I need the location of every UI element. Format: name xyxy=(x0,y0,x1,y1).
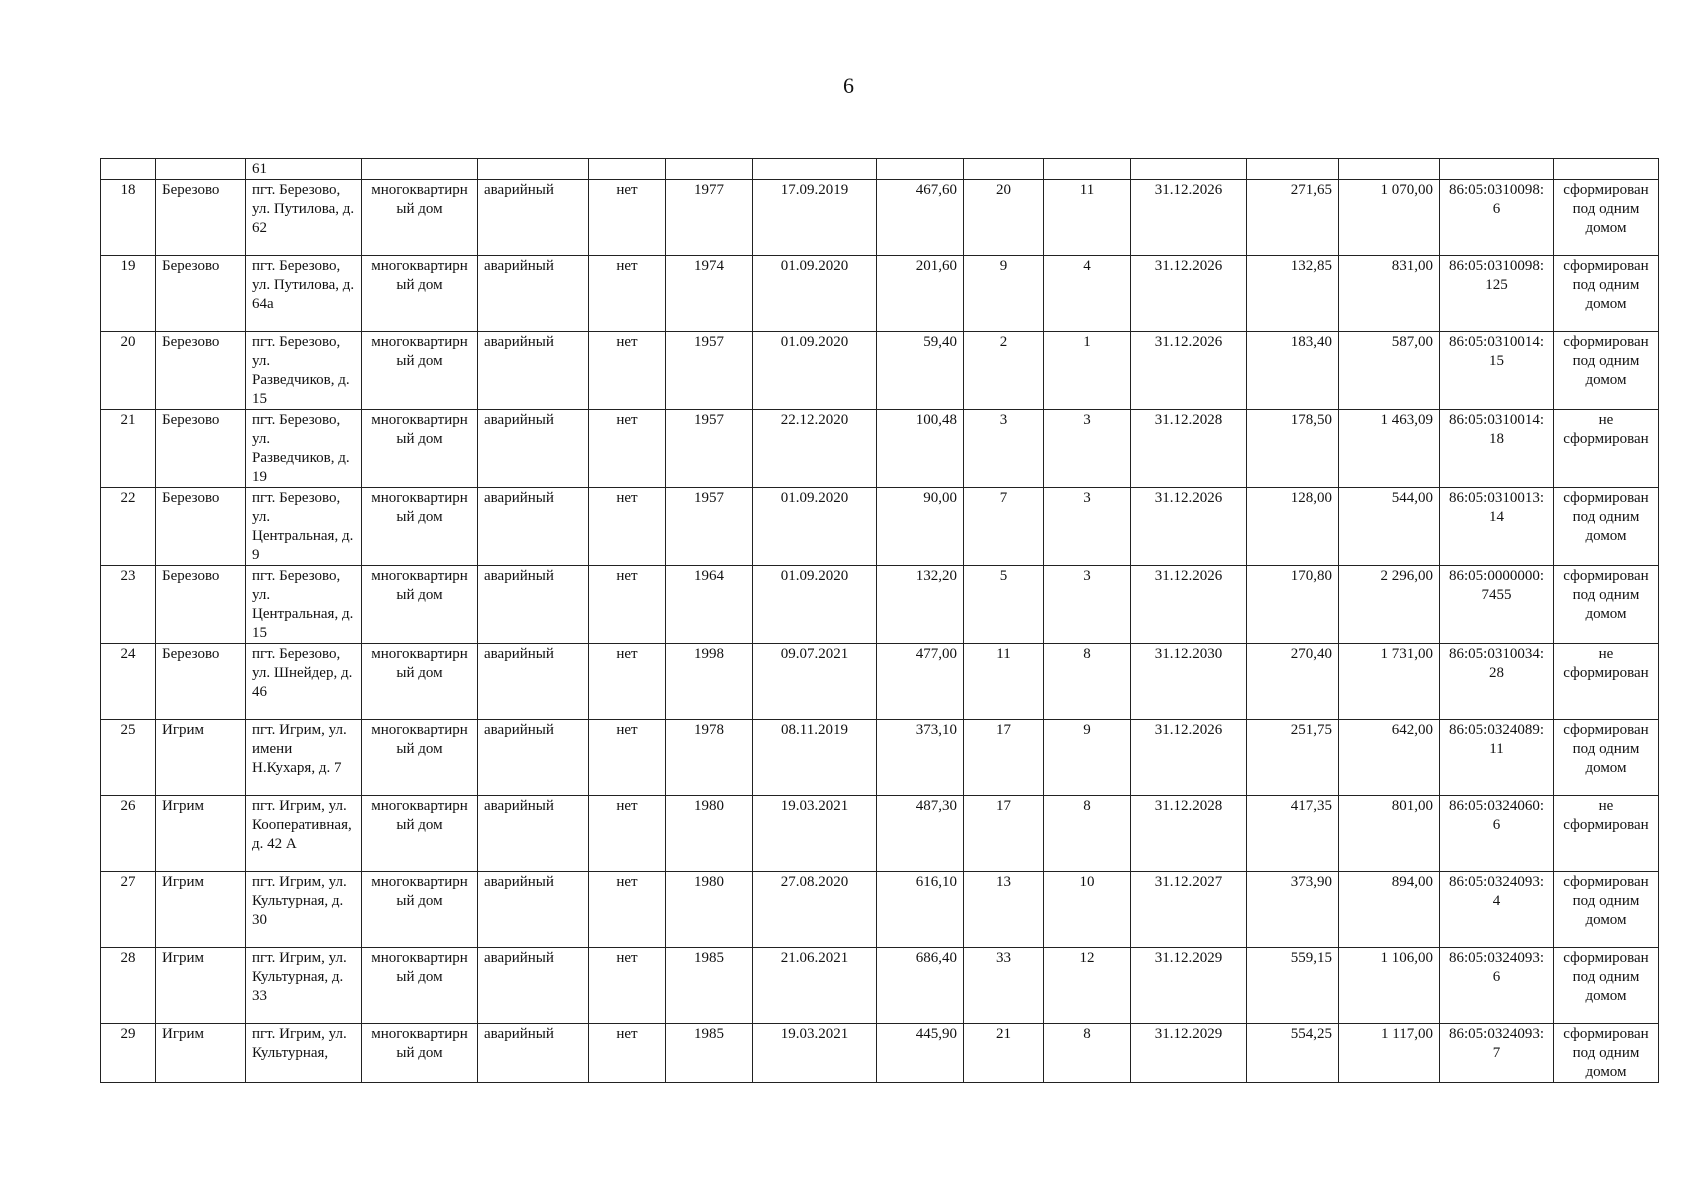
cell-year: 1985 xyxy=(666,948,753,1024)
cell-building-type: многоквартирный дом xyxy=(362,872,478,948)
cell-area: 59,40 xyxy=(877,332,964,410)
cell-residents: 20 xyxy=(964,180,1044,256)
cell-cadastral-number: 86:05:0324089:11 xyxy=(1440,720,1554,796)
cell-empty xyxy=(753,159,877,180)
cell-row-number: 20 xyxy=(101,332,156,410)
cell-year: 1974 xyxy=(666,256,753,332)
cell-residents: 33 xyxy=(964,948,1044,1024)
table-row xyxy=(101,948,1659,1024)
cell-building-type: многоквартирный дом xyxy=(362,332,478,410)
table-row xyxy=(101,180,1659,256)
cell-residents: 17 xyxy=(964,796,1044,872)
cell-date: 22.12.2020 xyxy=(753,410,877,488)
cell-deadline: 31.12.2028 xyxy=(1131,796,1247,872)
cell-plot-status: не сформирован xyxy=(1554,644,1659,720)
cell-row-number: 21 xyxy=(101,410,156,488)
cell-condition: аварийный xyxy=(478,796,589,872)
cell-residents: 17 xyxy=(964,720,1044,796)
cell-condition: аварийный xyxy=(478,872,589,948)
cell-units: 9 xyxy=(1044,720,1131,796)
cell-area-2: 559,15 xyxy=(1247,948,1339,1024)
cell-condition: аварийный xyxy=(478,410,589,488)
cell-plot-status: сформирован под одним домом xyxy=(1554,566,1659,644)
cell-residents: 5 xyxy=(964,566,1044,644)
cell-area-2: 128,00 xyxy=(1247,488,1339,566)
cell-area-2: 251,75 xyxy=(1247,720,1339,796)
cell-area: 616,10 xyxy=(877,872,964,948)
cell-date: 01.09.2020 xyxy=(753,256,877,332)
cell-building-type: многоквартирный дом xyxy=(362,644,478,720)
cell-units: 8 xyxy=(1044,796,1131,872)
cell-year: 1980 xyxy=(666,872,753,948)
cell-settlement: Игрим xyxy=(156,1024,246,1083)
cell-land-area: 1 070,00 xyxy=(1339,180,1440,256)
cell-date: 09.07.2021 xyxy=(753,644,877,720)
cell-building-type: многоквартирный дом xyxy=(362,720,478,796)
cell-cadastral-number: 86:05:0324093:7 xyxy=(1440,1024,1554,1083)
cell-units: 3 xyxy=(1044,410,1131,488)
cell-flag: нет xyxy=(589,1024,666,1083)
cell-area-2: 170,80 xyxy=(1247,566,1339,644)
cell-area: 132,20 xyxy=(877,566,964,644)
cell-condition: аварийный xyxy=(478,720,589,796)
cell-year: 1964 xyxy=(666,566,753,644)
cell-row-number: 22 xyxy=(101,488,156,566)
cell-residents: 3 xyxy=(964,410,1044,488)
cell-plot-status: сформирован под одним домом xyxy=(1554,488,1659,566)
cell-settlement: Березово xyxy=(156,410,246,488)
cell-plot-status: сформирован под одним домом xyxy=(1554,720,1659,796)
cell-building-type: многоквартирный дом xyxy=(362,1024,478,1083)
cell-units: 3 xyxy=(1044,566,1131,644)
cell-land-area: 894,00 xyxy=(1339,872,1440,948)
cell-deadline: 31.12.2030 xyxy=(1131,644,1247,720)
cell-plot-status: не сформирован xyxy=(1554,796,1659,872)
cell-deadline: 31.12.2026 xyxy=(1131,566,1247,644)
cell-land-area: 544,00 xyxy=(1339,488,1440,566)
cell-units: 1 xyxy=(1044,332,1131,410)
cell-condition: аварийный xyxy=(478,180,589,256)
cell-cadastral-number: 86:05:0000000:7455 xyxy=(1440,566,1554,644)
cell-units: 3 xyxy=(1044,488,1131,566)
cell-condition: аварийный xyxy=(478,332,589,410)
cell-row-number: 27 xyxy=(101,872,156,948)
cell-cadastral-number: 86:05:0324093:6 xyxy=(1440,948,1554,1024)
cell-units: 8 xyxy=(1044,644,1131,720)
cell-year: 1957 xyxy=(666,332,753,410)
cell-area-2: 183,40 xyxy=(1247,332,1339,410)
cell-plot-status: сформирован под одним домом xyxy=(1554,948,1659,1024)
cell-area-2: 554,25 xyxy=(1247,1024,1339,1083)
cell-land-area: 1 731,00 xyxy=(1339,644,1440,720)
cell-empty xyxy=(1339,159,1440,180)
cell-date: 27.08.2020 xyxy=(753,872,877,948)
cell-address: пгт. Березово, ул. Центральная, д. 9 xyxy=(246,488,362,566)
cell-address: пгт. Игрим, ул. Культурная, д. 30 xyxy=(246,872,362,948)
table-row xyxy=(101,720,1659,796)
cell-year: 1977 xyxy=(666,180,753,256)
cell-flag: нет xyxy=(589,332,666,410)
cell-area-2: 132,85 xyxy=(1247,256,1339,332)
cell-deadline: 31.12.2028 xyxy=(1131,410,1247,488)
cell-flag: нет xyxy=(589,948,666,1024)
cell-address: пгт. Игрим, ул. Кооперативная, д. 42 А xyxy=(246,796,362,872)
cell-deadline: 31.12.2027 xyxy=(1131,872,1247,948)
cell-empty xyxy=(666,159,753,180)
table-row xyxy=(101,566,1659,644)
cell-area: 90,00 xyxy=(877,488,964,566)
cell-units: 8 xyxy=(1044,1024,1131,1083)
cell-address: пгт. Березово, ул. Путилова, д. 64а xyxy=(246,256,362,332)
cell-address: пгт. Березово, ул. Шнейдер, д. 46 xyxy=(246,644,362,720)
cell-area: 467,60 xyxy=(877,180,964,256)
cell-address: пгт. Березово, ул. Разведчиков, д. 19 xyxy=(246,410,362,488)
cell-area: 487,30 xyxy=(877,796,964,872)
table-row xyxy=(101,872,1659,948)
cell-row-number: 19 xyxy=(101,256,156,332)
table-row xyxy=(101,332,1659,410)
cell-settlement: Игрим xyxy=(156,796,246,872)
housing-registry-table xyxy=(100,158,1659,1083)
cell-building-type: многоквартирный дом xyxy=(362,796,478,872)
cell-area: 445,90 xyxy=(877,1024,964,1083)
cell-deadline: 31.12.2026 xyxy=(1131,256,1247,332)
cell-settlement: Березово xyxy=(156,644,246,720)
cell-flag: нет xyxy=(589,720,666,796)
cell-row-number: 24 xyxy=(101,644,156,720)
cell-deadline: 31.12.2029 xyxy=(1131,1024,1247,1083)
cell-date: 19.03.2021 xyxy=(753,796,877,872)
cell-empty xyxy=(1131,159,1247,180)
cell-area: 373,10 xyxy=(877,720,964,796)
cell-area-2: 373,90 xyxy=(1247,872,1339,948)
cell-empty xyxy=(1247,159,1339,180)
cell-empty xyxy=(964,159,1044,180)
cell-area-2: 178,50 xyxy=(1247,410,1339,488)
cell-row-number: 28 xyxy=(101,948,156,1024)
table-row xyxy=(101,1024,1659,1083)
cell-date: 01.09.2020 xyxy=(753,566,877,644)
cell-flag: нет xyxy=(589,872,666,948)
cell-residents: 7 xyxy=(964,488,1044,566)
cell-empty xyxy=(101,159,156,180)
cell-units: 4 xyxy=(1044,256,1131,332)
cell-settlement: Березово xyxy=(156,180,246,256)
cell-land-area: 801,00 xyxy=(1339,796,1440,872)
cell-year: 1980 xyxy=(666,796,753,872)
cell-flag: нет xyxy=(589,256,666,332)
cell-plot-status: сформирован под одним домом xyxy=(1554,1024,1659,1083)
cell-area: 686,40 xyxy=(877,948,964,1024)
cell-building-type: многоквартирный дом xyxy=(362,410,478,488)
cell-area-2: 271,65 xyxy=(1247,180,1339,256)
cell-area: 201,60 xyxy=(877,256,964,332)
table-row xyxy=(101,410,1659,488)
cell-empty xyxy=(1554,159,1659,180)
cell-date: 19.03.2021 xyxy=(753,1024,877,1083)
table-row xyxy=(101,488,1659,566)
cell-land-area: 831,00 xyxy=(1339,256,1440,332)
cell-land-area: 642,00 xyxy=(1339,720,1440,796)
cell-empty xyxy=(156,159,246,180)
cell-units: 10 xyxy=(1044,872,1131,948)
cell-plot-status: сформирован под одним домом xyxy=(1554,180,1659,256)
cell-address: пгт. Березово, ул. Путилова, д. 62 xyxy=(246,180,362,256)
table-body xyxy=(101,159,1659,1083)
cell-year: 1978 xyxy=(666,720,753,796)
cell-settlement: Березово xyxy=(156,566,246,644)
cell-settlement: Березово xyxy=(156,332,246,410)
cell-year: 1957 xyxy=(666,488,753,566)
continuation-row xyxy=(101,159,1659,180)
cell-residents: 11 xyxy=(964,644,1044,720)
cell-land-area: 1 106,00 xyxy=(1339,948,1440,1024)
cell-area: 477,00 xyxy=(877,644,964,720)
cell-building-type: многоквартирный дом xyxy=(362,256,478,332)
cell-row-number: 29 xyxy=(101,1024,156,1083)
cell-flag: нет xyxy=(589,566,666,644)
cell-plot-status: сформирован под одним домом xyxy=(1554,872,1659,948)
cell-condition: аварийный xyxy=(478,488,589,566)
cell-settlement: Игрим xyxy=(156,872,246,948)
cell-row-number: 18 xyxy=(101,180,156,256)
cell-cadastral-number: 86:05:0310034:28 xyxy=(1440,644,1554,720)
cell-building-type: многоквартирный дом xyxy=(362,948,478,1024)
cell-deadline: 31.12.2026 xyxy=(1131,180,1247,256)
cell-units: 11 xyxy=(1044,180,1131,256)
page-number: 6 xyxy=(843,73,854,98)
cell-cadastral-number: 86:05:0310098:125 xyxy=(1440,256,1554,332)
cell-cadastral-number: 86:05:0310013:14 xyxy=(1440,488,1554,566)
cell-area-2: 417,35 xyxy=(1247,796,1339,872)
cell-year: 1957 xyxy=(666,410,753,488)
cell-date: 01.09.2020 xyxy=(753,332,877,410)
cell-address: пгт. Игрим, ул. Культурная, д. 33 xyxy=(246,948,362,1024)
cell-flag: нет xyxy=(589,410,666,488)
cell-empty xyxy=(478,159,589,180)
cell-building-type: многоквартирный дом xyxy=(362,180,478,256)
cell-settlement: Березово xyxy=(156,488,246,566)
table-row xyxy=(101,644,1659,720)
cell-cadastral-number: 86:05:0310014:15 xyxy=(1440,332,1554,410)
cell-cadastral-number: 86:05:0310098:6 xyxy=(1440,180,1554,256)
cell-empty xyxy=(1440,159,1554,180)
cell-address: пгт. Березово, ул. Центральная, д. 15 xyxy=(246,566,362,644)
cell-plot-status: сформирован под одним домом xyxy=(1554,332,1659,410)
cell-condition: аварийный xyxy=(478,1024,589,1083)
cell-deadline: 31.12.2026 xyxy=(1131,720,1247,796)
cell-row-number: 23 xyxy=(101,566,156,644)
cell-flag: нет xyxy=(589,644,666,720)
cell-land-area: 1 117,00 xyxy=(1339,1024,1440,1083)
cell-date: 08.11.2019 xyxy=(753,720,877,796)
cell-deadline: 31.12.2029 xyxy=(1131,948,1247,1024)
table-row xyxy=(101,796,1659,872)
cell-date: 01.09.2020 xyxy=(753,488,877,566)
cell-area: 100,48 xyxy=(877,410,964,488)
cell-empty xyxy=(589,159,666,180)
cell-year: 1998 xyxy=(666,644,753,720)
cell-empty xyxy=(362,159,478,180)
cell-building-type: многоквартирный дом xyxy=(362,566,478,644)
cell-date: 17.09.2019 xyxy=(753,180,877,256)
cell-deadline: 31.12.2026 xyxy=(1131,332,1247,410)
cell-address: пгт. Игрим, ул. имени Н.Кухаря, д. 7 xyxy=(246,720,362,796)
cell-flag: нет xyxy=(589,180,666,256)
cell-cadastral-number: 86:05:0324093:4 xyxy=(1440,872,1554,948)
cell-units: 12 xyxy=(1044,948,1131,1024)
cell-address: пгт. Березово, ул. Разведчиков, д. 15 xyxy=(246,332,362,410)
cell-address: пгт. Игрим, ул. Культурная, xyxy=(246,1024,362,1083)
cell-residents: 2 xyxy=(964,332,1044,410)
cell-year: 1985 xyxy=(666,1024,753,1083)
cell-cadastral-number: 86:05:0310014:18 xyxy=(1440,410,1554,488)
cell-condition: аварийный xyxy=(478,644,589,720)
cell-settlement: Березово xyxy=(156,256,246,332)
cell-land-area: 587,00 xyxy=(1339,332,1440,410)
table-row xyxy=(101,256,1659,332)
cell-condition: аварийный xyxy=(478,948,589,1024)
cell-empty xyxy=(1044,159,1131,180)
cell-row-number: 25 xyxy=(101,720,156,796)
cell-empty xyxy=(877,159,964,180)
cell-settlement: Игрим xyxy=(156,948,246,1024)
cell-residents: 9 xyxy=(964,256,1044,332)
cell-land-area: 2 296,00 xyxy=(1339,566,1440,644)
cell-settlement: Игрим xyxy=(156,720,246,796)
cell-cadastral-number: 86:05:0324060:6 xyxy=(1440,796,1554,872)
cell-condition: аварийный xyxy=(478,256,589,332)
cell-date: 21.06.2021 xyxy=(753,948,877,1024)
cell-residents: 21 xyxy=(964,1024,1044,1083)
cell-row-number: 26 xyxy=(101,796,156,872)
cell-flag: нет xyxy=(589,488,666,566)
cell-land-area: 1 463,09 xyxy=(1339,410,1440,488)
cell-flag: нет xyxy=(589,796,666,872)
cell-plot-status: сформирован под одним домом xyxy=(1554,256,1659,332)
cell-building-type: многоквартирный дом xyxy=(362,488,478,566)
cell-condition: аварийный xyxy=(478,566,589,644)
cell-deadline: 31.12.2026 xyxy=(1131,488,1247,566)
cell-residents: 13 xyxy=(964,872,1044,948)
cell-plot-status: не сформирован xyxy=(1554,410,1659,488)
cell-address-continuation: 61 xyxy=(246,159,362,180)
cell-area-2: 270,40 xyxy=(1247,644,1339,720)
